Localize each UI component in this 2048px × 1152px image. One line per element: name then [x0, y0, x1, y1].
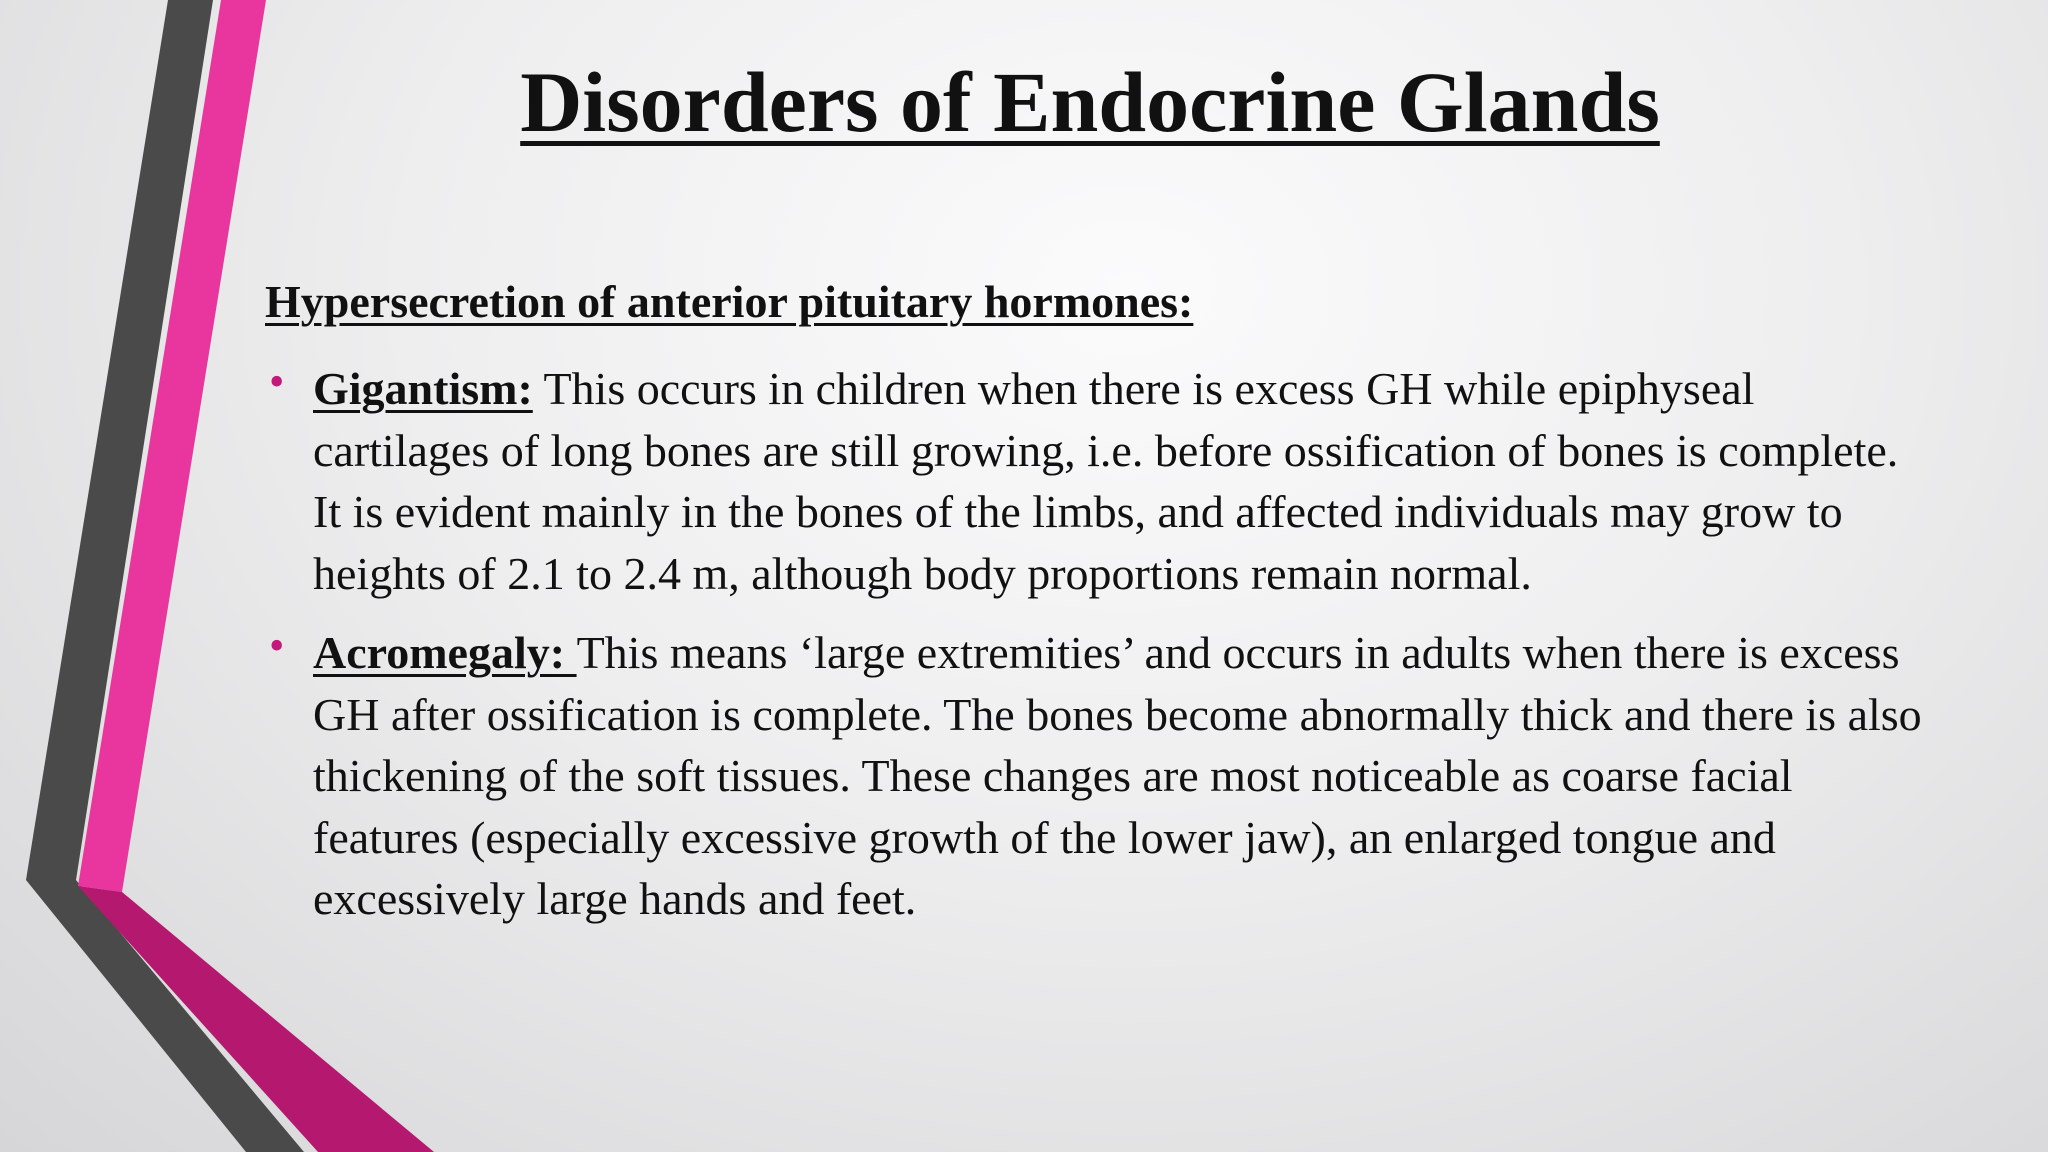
bullet-list [265, 358, 1925, 948]
bullet-term: Gigantism: [313, 363, 533, 414]
bullet-dot-icon: • [269, 357, 285, 406]
section-subtitle: Hypersecretion of anterior pituitary hormones: [265, 276, 1194, 327]
bullet-item-acromegaly [265, 622, 1925, 930]
bullet-text: This means ‘large extremities’ and occurs in adults when there is excess GH after ossification is complete. The bones become abnormally thick and there is also thickening of the soft tissues. These changes are most noticeable as coarse facial features (especially excessive growth of the lower jaw), an enlarged tongue and excessively large hands and feet. [313, 627, 1922, 924]
bullet-term: Acromegaly: [313, 627, 577, 678]
slide-title: Disorders of Endocrine Glands [520, 54, 1660, 150]
bullet-text: This occurs in children when there is excess GH while epiphyseal cartilages of long bones are still growing, i.e. before ossification of bones is complete. It is evident mainly in the bones of the limbs, and affected individuals may grow to heights of 2.1 to 2.4 m, although body proportions remain normal. [313, 363, 1899, 599]
bullet-item-gigantism [265, 358, 1925, 604]
bullet-dot-icon: • [269, 621, 285, 670]
